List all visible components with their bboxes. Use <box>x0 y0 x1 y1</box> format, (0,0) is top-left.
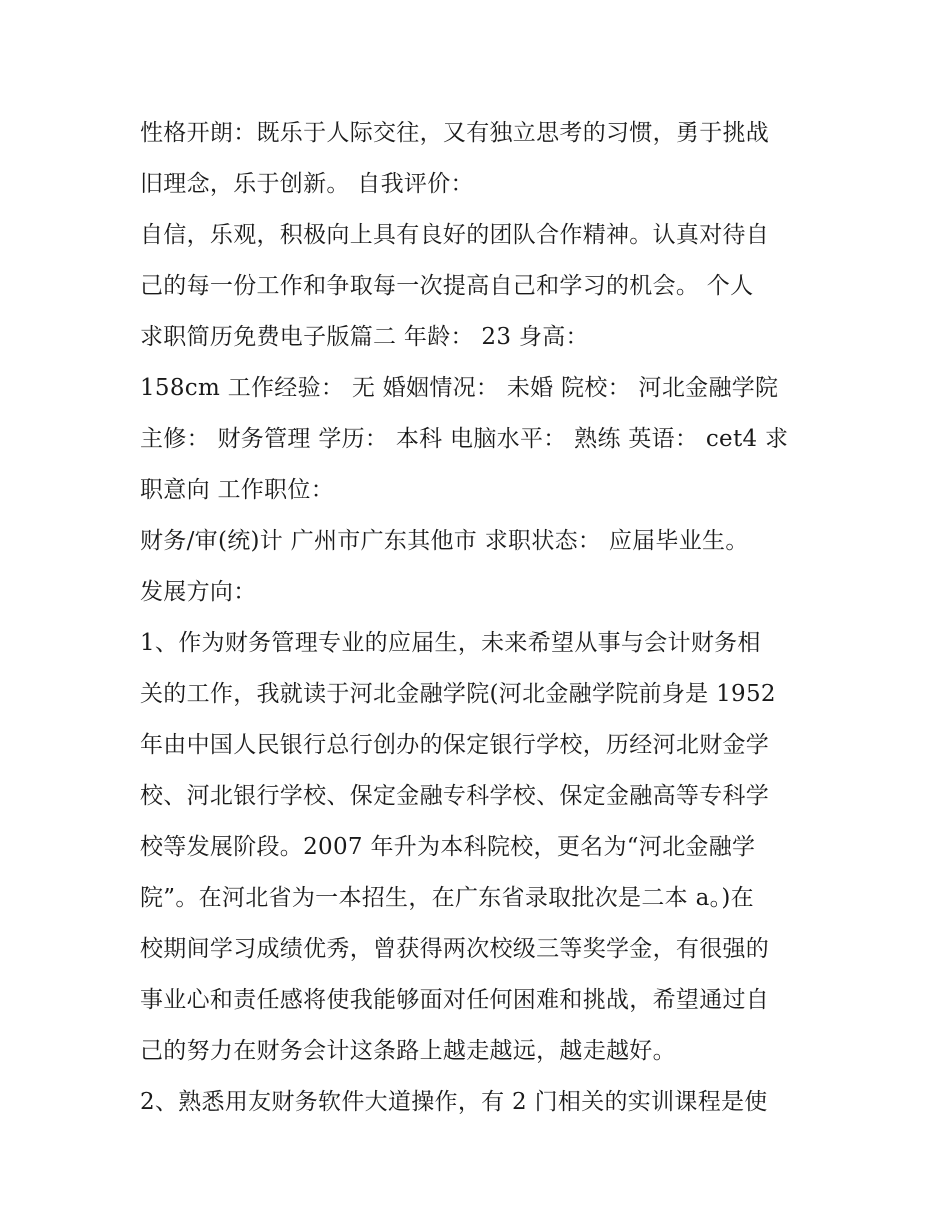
text-line: 财务/审(统)计 广州市广东其他市 求职状态： 应届毕业生。 <box>140 528 749 554</box>
text-line: 事业心和责任感将使我能够面对任何困难和挑战，希望通过自 <box>140 987 770 1013</box>
text-line: 己的努力在财务会计这条路上越走越远，越走越好。 <box>140 1038 676 1064</box>
text-line: 己的每一份工作和争取每一次提高自己和学习的机会。 个人 <box>140 273 754 299</box>
text-line: 校、河北银行学校、保定金融专科学校、保定金融高等专科学 <box>140 783 770 809</box>
text-line: 年由中国人民银行总行创办的保定银行学校，历经河北财金学 <box>140 732 770 758</box>
text-line: 校期间学习成绩优秀，曾获得两次校级三等奖学金，有很强的 <box>140 936 770 962</box>
text-line: 求职简历免费电子版篇二 年龄： 23 身高： <box>140 324 589 350</box>
text-line: 1、作为财务管理专业的应届生，未来希望从事与会计财务相 <box>140 630 761 656</box>
text-line: 自信，乐观，积极向上具有良好的团队合作精神。认真对待自 <box>140 222 770 248</box>
text-line: 主修： 财务管理 学历： 本科 电脑水平： 熟练 英语： cet4 求 <box>140 426 789 452</box>
text-line: 发展方向： <box>140 579 257 605</box>
text-line: 职意向 工作职位： <box>140 477 335 503</box>
text-line: 关的工作，我就读于河北金融学院(河北金融学院前身是 1952 <box>140 681 776 707</box>
text-line: 旧理念，乐于创新。 自我评价： <box>140 171 474 197</box>
text-line: 158cm 工作经验： 无 婚姻情况： 未婚 院校： 河北金融学院 <box>140 375 779 401</box>
text-line: 校等发展阶段。2007 年升为本科院校，更名为“河北金融学 <box>140 834 756 860</box>
text-line: 2、熟悉用友财务软件大道操作，有 2 门相关的实训课程是使 <box>140 1089 768 1115</box>
text-line: 院”。在河北省为一本招生，在广东省录取批次是二本 a。)在 <box>140 885 754 911</box>
text-line: 性格开朗：既乐于人际交往，又有独立思考的习惯，勇于挑战 <box>140 120 770 146</box>
document-body <box>140 108 830 1128</box>
